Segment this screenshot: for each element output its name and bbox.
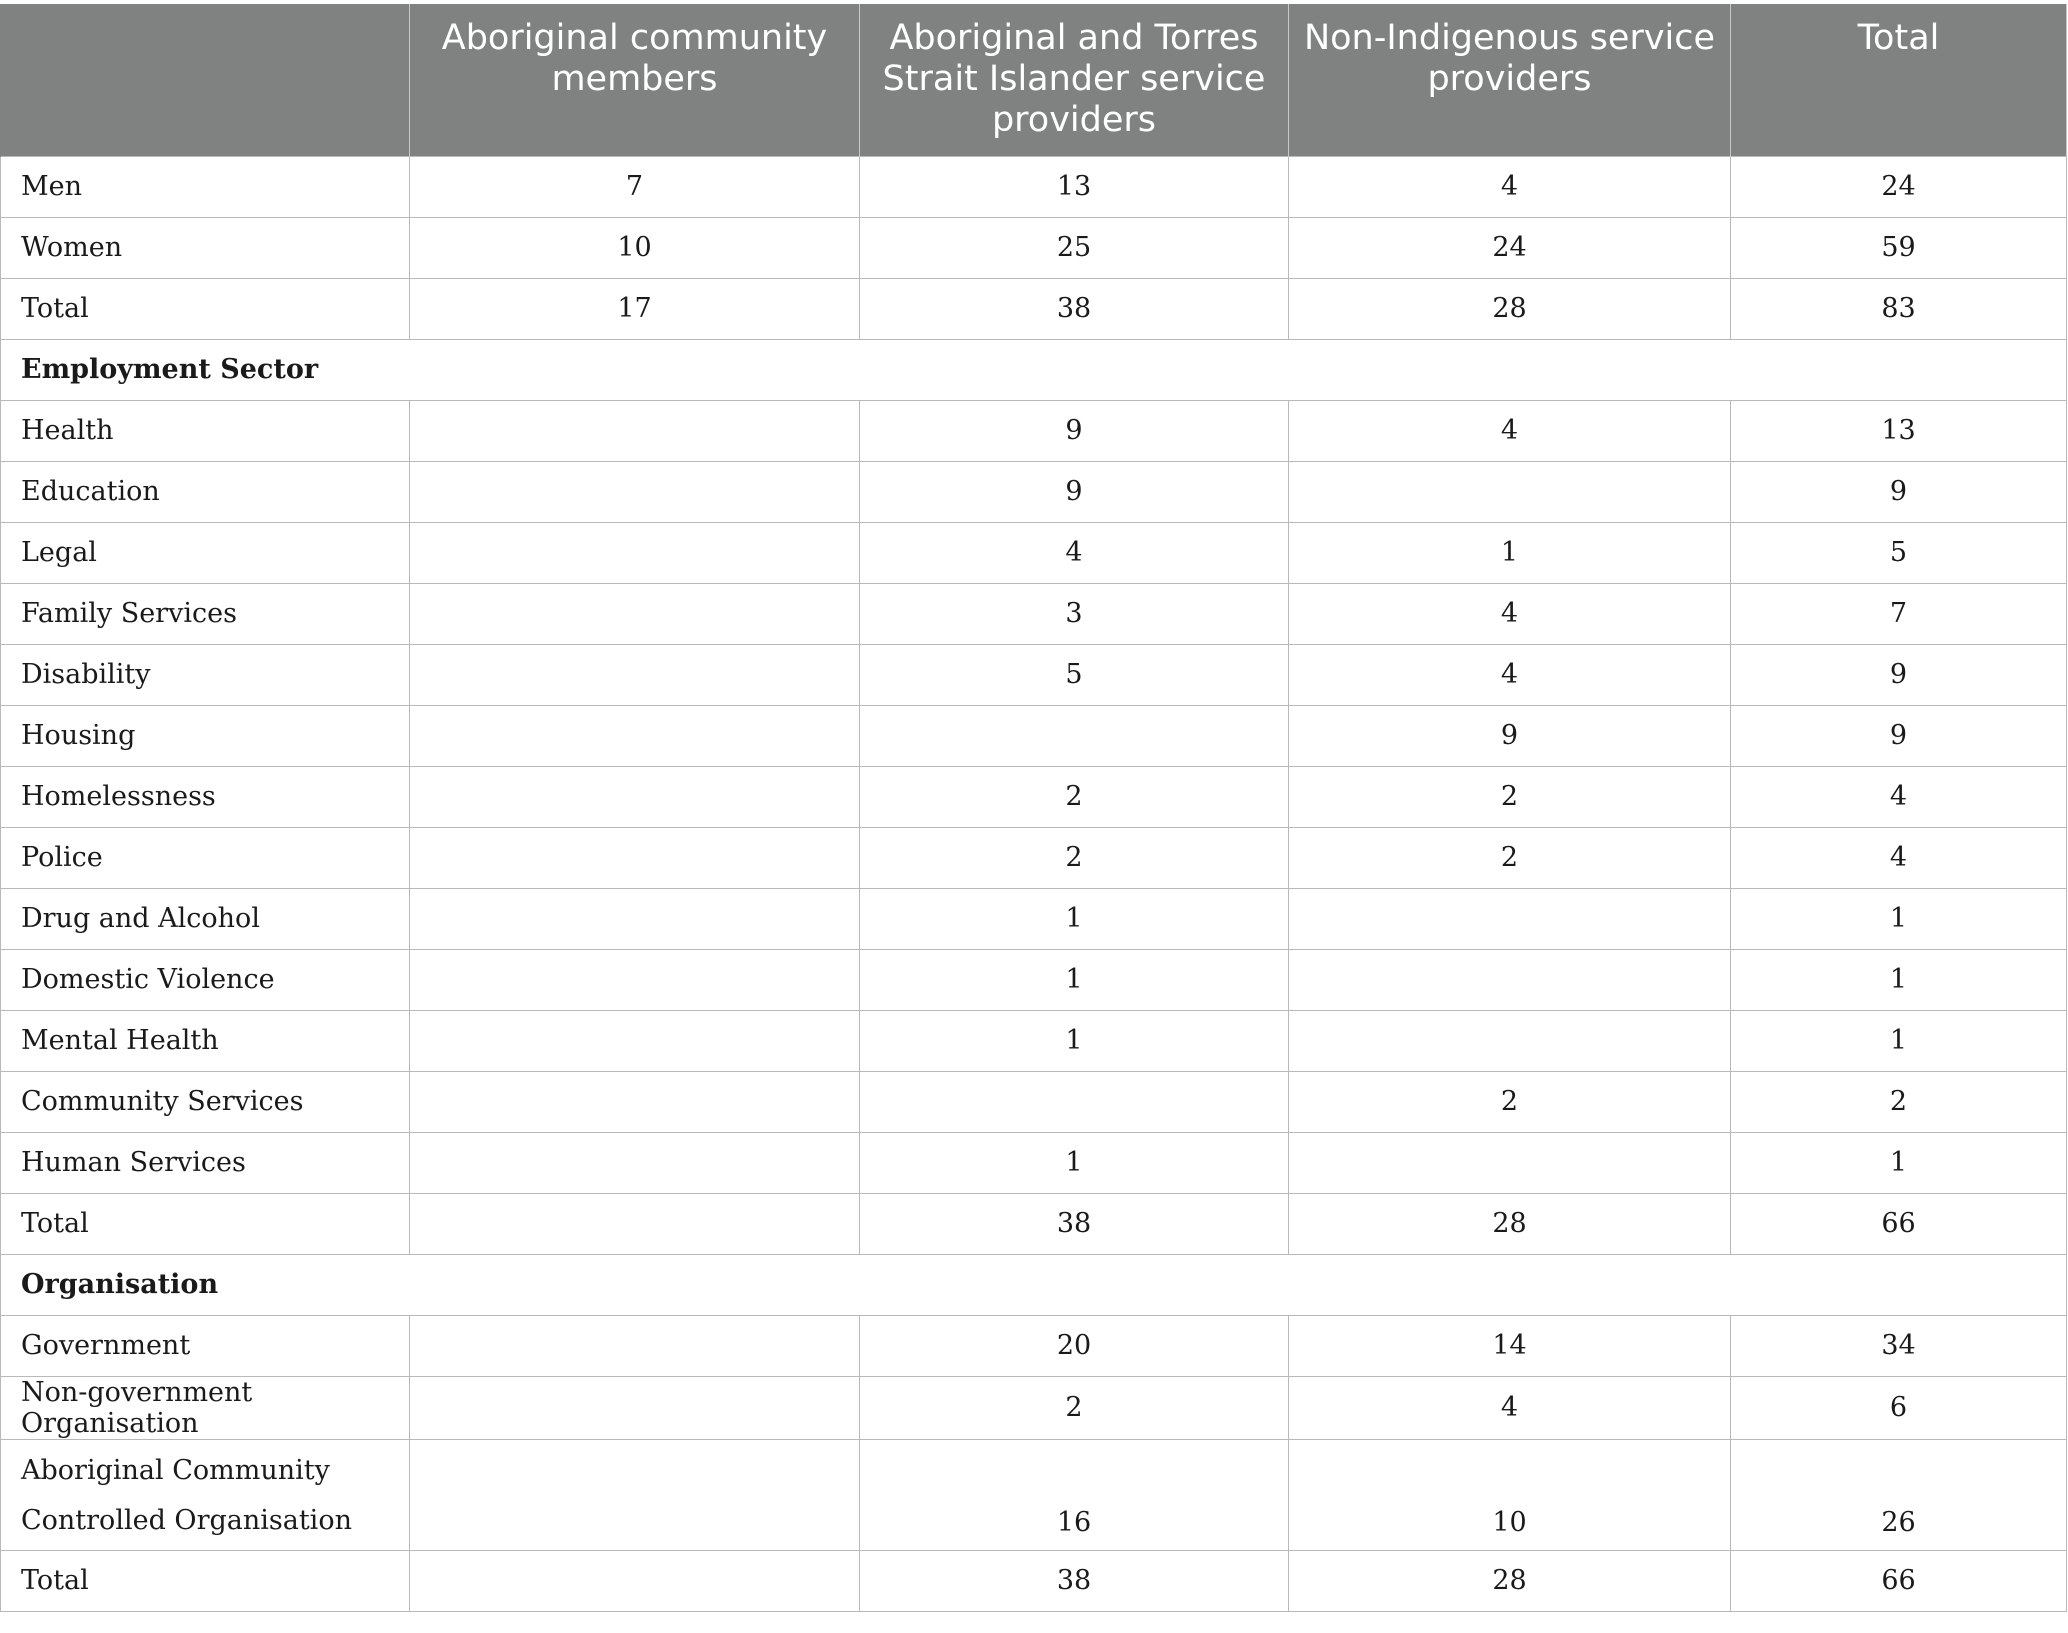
cell: 2 — [1289, 1071, 1731, 1132]
cell: 2 — [860, 1376, 1289, 1439]
cell: 59 — [1731, 217, 2067, 278]
cell: 26 — [1731, 1439, 2067, 1550]
header-row — [1, 4, 2067, 156]
cell: 5 — [860, 644, 1289, 705]
cell: 1 — [1731, 949, 2067, 1010]
row-label: Men — [1, 156, 410, 217]
table-row — [1, 1193, 2067, 1254]
table-row — [1, 1376, 2067, 1439]
cell: 25 — [860, 217, 1289, 278]
cell — [410, 827, 860, 888]
table-row — [1, 1439, 2067, 1550]
cell: 9 — [860, 400, 1289, 461]
cell — [410, 1193, 860, 1254]
table-row — [1, 1071, 2067, 1132]
row-label: Housing — [1, 705, 410, 766]
table-row — [1, 400, 2067, 461]
cell: 9 — [1731, 461, 2067, 522]
cell — [1289, 461, 1731, 522]
header-cell-blank — [1, 4, 410, 156]
cell — [410, 461, 860, 522]
cell: 2 — [1289, 766, 1731, 827]
row-label: Homelessness — [1, 766, 410, 827]
cell — [410, 1376, 860, 1439]
row-label: Police — [1, 827, 410, 888]
cell: 7 — [1731, 583, 2067, 644]
cell: 10 — [410, 217, 860, 278]
section-row-employment — [1, 339, 2067, 400]
cell: 2 — [860, 827, 1289, 888]
cell: 4 — [1289, 1376, 1731, 1439]
cell — [860, 705, 1289, 766]
header-cell-community-members: Aboriginal community members — [410, 4, 860, 156]
cell: 1 — [1731, 888, 2067, 949]
cell — [410, 1315, 860, 1376]
table-row — [1, 705, 2067, 766]
table-row — [1, 522, 2067, 583]
row-label: Government — [1, 1315, 410, 1376]
cell — [410, 888, 860, 949]
table-row — [1, 278, 2067, 339]
cell — [410, 1439, 860, 1550]
row-label: Aboriginal Community Controlled Organisation — [1, 1439, 410, 1550]
header-cell-atsi-providers: Aboriginal and Torres Strait Islander service providers — [860, 4, 1289, 156]
cell: 38 — [860, 1550, 1289, 1611]
cell: 14 — [1289, 1315, 1731, 1376]
table-row — [1, 644, 2067, 705]
cell: 3 — [860, 583, 1289, 644]
table-row — [1, 217, 2067, 278]
cell: 13 — [1731, 400, 2067, 461]
cell: 1 — [860, 949, 1289, 1010]
cell: 28 — [1289, 1193, 1731, 1254]
table-row — [1, 888, 2067, 949]
cell: 1 — [1731, 1132, 2067, 1193]
cell — [410, 1550, 860, 1611]
cell: 9 — [1731, 644, 2067, 705]
row-label: Non-government Organisation — [1, 1376, 410, 1439]
cell: 28 — [1289, 1550, 1731, 1611]
cell: 4 — [1289, 400, 1731, 461]
row-label: Community Services — [1, 1071, 410, 1132]
cell: 4 — [1289, 156, 1731, 217]
table-row — [1, 461, 2067, 522]
cell — [410, 1071, 860, 1132]
table-row — [1, 766, 2067, 827]
cell: 4 — [1731, 766, 2067, 827]
cell: 38 — [860, 278, 1289, 339]
cell: 34 — [1731, 1315, 2067, 1376]
cell — [410, 1010, 860, 1071]
table-row — [1, 156, 2067, 217]
section-row-organisation — [1, 1254, 2067, 1315]
header-cell-non-indigenous-providers: Non-Indigenous service providers — [1289, 4, 1731, 156]
row-label: Women — [1, 217, 410, 278]
table-row — [1, 1010, 2067, 1071]
cell: 1 — [860, 888, 1289, 949]
cell: 2 — [1731, 1071, 2067, 1132]
row-label: Total — [1, 1193, 410, 1254]
table-row — [1, 949, 2067, 1010]
row-label: Health — [1, 400, 410, 461]
cell: 7 — [410, 156, 860, 217]
row-label: Drug and Alcohol — [1, 888, 410, 949]
cell: 9 — [860, 461, 1289, 522]
row-label: Human Services — [1, 1132, 410, 1193]
cell: 4 — [1731, 827, 2067, 888]
table-row — [1, 827, 2067, 888]
cell: 9 — [1731, 705, 2067, 766]
cell — [410, 400, 860, 461]
cell — [1289, 949, 1731, 1010]
cell: 5 — [1731, 522, 2067, 583]
table-body — [1, 156, 2067, 1611]
cell: 66 — [1731, 1193, 2067, 1254]
cell: 6 — [1731, 1376, 2067, 1439]
table-row — [1, 583, 2067, 644]
participants-table — [0, 4, 2067, 1612]
cell: 1 — [1731, 1010, 2067, 1071]
cell — [410, 705, 860, 766]
table-header — [1, 4, 2067, 156]
cell — [1289, 888, 1731, 949]
row-label: Education — [1, 461, 410, 522]
row-label: Legal — [1, 522, 410, 583]
cell: 4 — [1289, 644, 1731, 705]
cell — [1289, 1010, 1731, 1071]
cell: 1 — [860, 1010, 1289, 1071]
cell: 2 — [1289, 827, 1731, 888]
cell: 4 — [860, 522, 1289, 583]
row-label: Total — [1, 278, 410, 339]
row-label: Mental Health — [1, 1010, 410, 1071]
cell: 1 — [860, 1132, 1289, 1193]
cell: 20 — [860, 1315, 1289, 1376]
header-cell-total: Total — [1731, 4, 2067, 156]
cell: 66 — [1731, 1550, 2067, 1611]
row-label: Disability — [1, 644, 410, 705]
table-row — [1, 1132, 2067, 1193]
cell — [860, 1071, 1289, 1132]
row-label: Family Services — [1, 583, 410, 644]
cell: 17 — [410, 278, 860, 339]
cell: 4 — [1289, 583, 1731, 644]
cell — [410, 522, 860, 583]
row-label: Domestic Violence — [1, 949, 410, 1010]
cell: 28 — [1289, 278, 1731, 339]
cell: 13 — [860, 156, 1289, 217]
cell: 10 — [1289, 1439, 1731, 1550]
section-heading-employment: Employment Sector — [1, 339, 2067, 400]
table-row — [1, 1315, 2067, 1376]
cell: 9 — [1289, 705, 1731, 766]
cell — [410, 766, 860, 827]
cell — [410, 583, 860, 644]
cell: 1 — [1289, 522, 1731, 583]
cell: 24 — [1731, 156, 2067, 217]
cell: 38 — [860, 1193, 1289, 1254]
cell — [410, 1132, 860, 1193]
section-heading-organisation: Organisation — [1, 1254, 2067, 1315]
cell: 16 — [860, 1439, 1289, 1550]
table-row — [1, 1550, 2067, 1611]
cell — [410, 949, 860, 1010]
cell: 83 — [1731, 278, 2067, 339]
cell: 24 — [1289, 217, 1731, 278]
cell — [410, 644, 860, 705]
row-label: Total — [1, 1550, 410, 1611]
cell: 2 — [860, 766, 1289, 827]
cell — [1289, 1132, 1731, 1193]
